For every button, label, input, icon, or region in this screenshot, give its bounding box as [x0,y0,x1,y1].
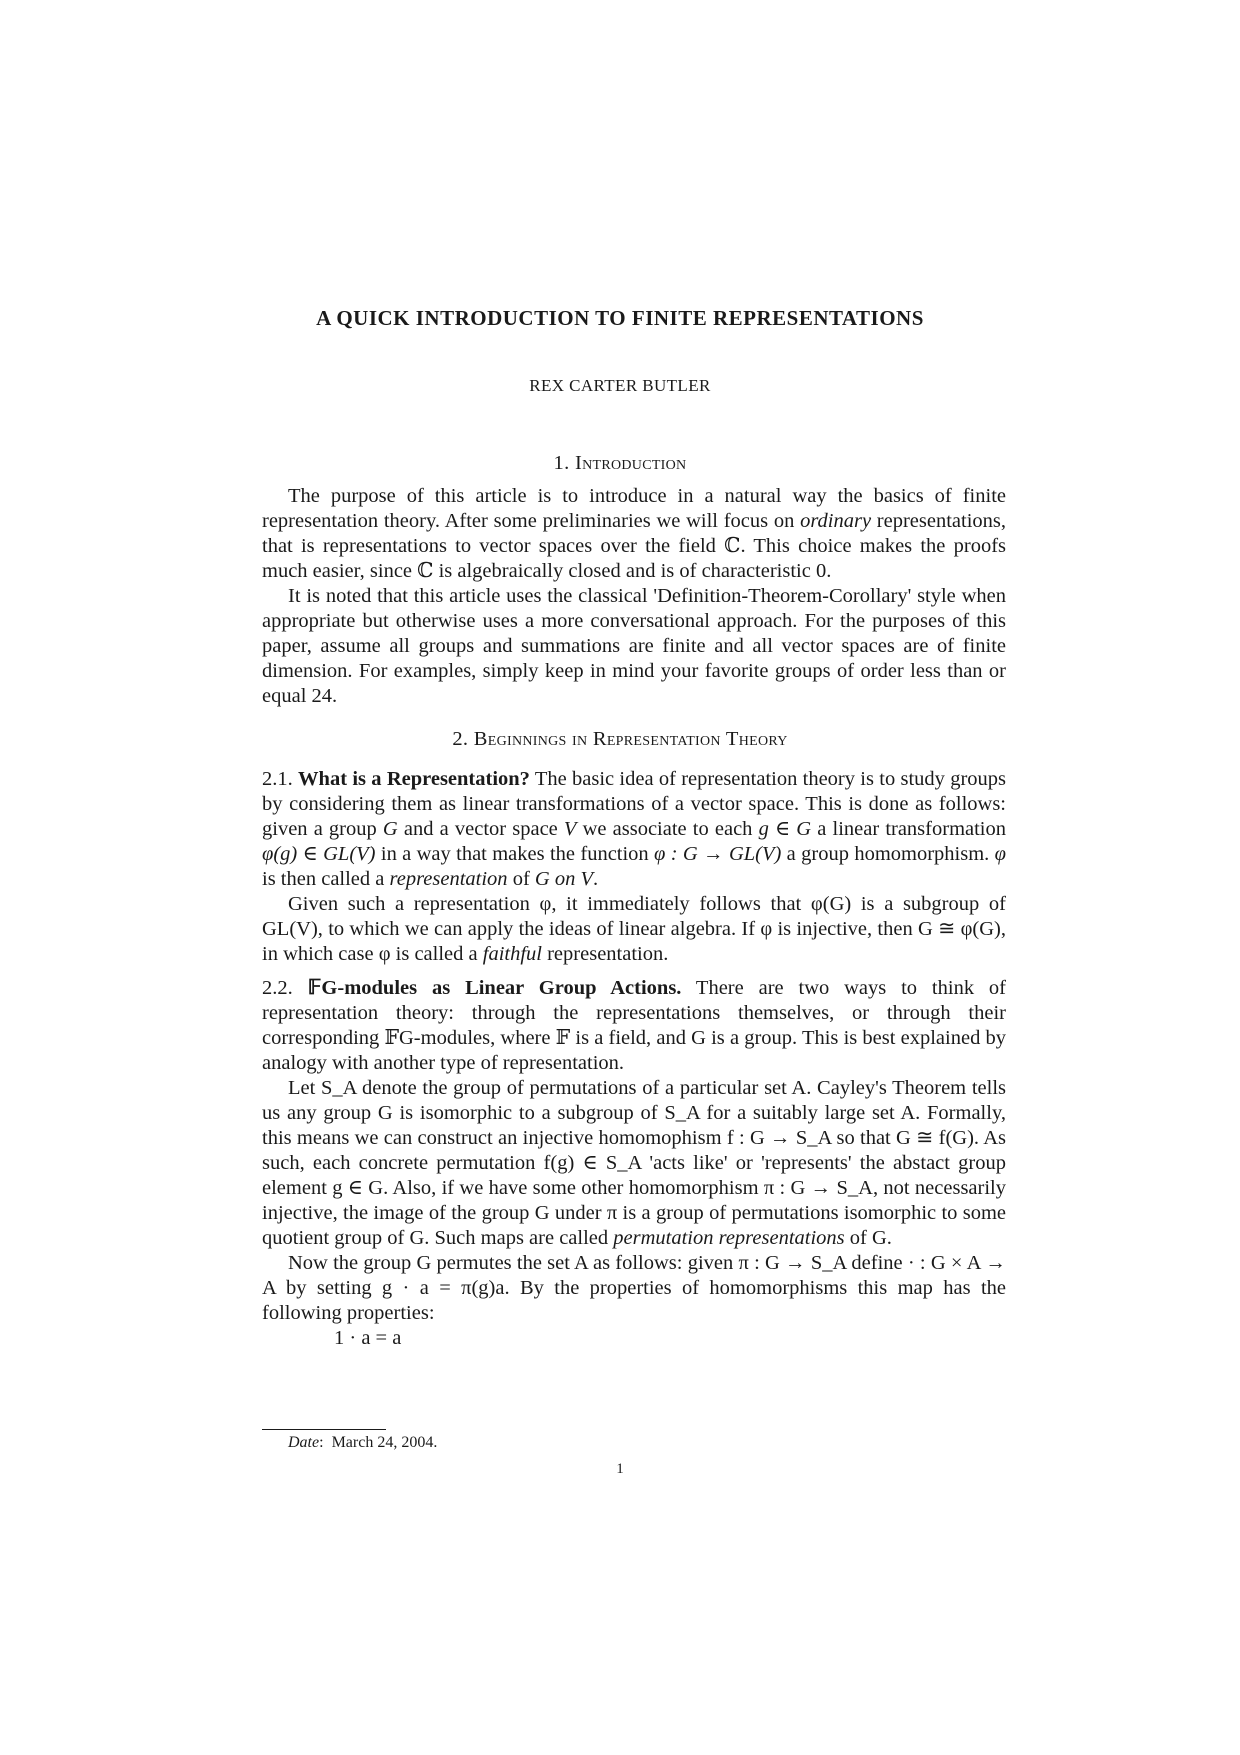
subsection-2-1-paragraph: 2.1. What is a Representation? The basic idea of representation theory is to study groups by considering them as linear transformations of a vector space. This is done as follows: given a group G and a vector space V we associate to each g ∈ G a linear transformation φ(g) ∈ GL(V) in a way that makes the function φ : G → GL(V) a group homomorphism. φ is then called a representation of G on V. [262,768,1007,890]
footnote [288,1430,437,1455]
section-heading-introduction [0,451,1240,476]
paragraph: Given such a representation φ, it immediately follows that φ(G) is a subgroup of GL(V), to which we can apply the ideas of linear algebra. If φ is injective, then G ≅ φ(G), in which case φ is called a faithful representation. [262,893,1006,965]
section-introduction-body [262,484,1006,709]
author-name: REX CARTER BUTLER [529,376,711,395]
emphasis: representation [389,868,508,890]
section-heading-beginnings [0,727,1240,752]
paragraph: The purpose of this article is to introduce in a natural way the basics of finite representation theory. After some preliminaries we will focus on ordinary representations, that is representations to vector spaces over the field ℂ. This choice makes the proofs much easier, since ℂ is algebraically closed and is of characteristic 0. [262,485,1007,582]
section-number: 1. [553,452,570,474]
section-title: Beginnings in Representation Theory [473,728,788,750]
subsection-number: 2.1. [262,768,293,790]
page-number: 1 [616,1461,624,1477]
footnote-text: March 24, 2004. [331,1434,438,1451]
section-number: 2. [452,728,469,750]
section-title: Introduction [574,452,687,474]
paragraph: It is noted that this article uses the classical 'Definition-Theorem-Corollary' style when appropriate but otherwise uses a more conversational approach. For the purposes of this paper, assume all groups and summations are finite and all vector spaces are of finite dimension. For examples, simply keep in mind your favorite groups of order less than or equal 24. [262,585,1006,707]
subsection-heading: What is a Representation? [298,768,530,790]
subsection-2-2-paragraph: 2.2. 𝔽G-modules as Linear Group Actions. There are two ways to think of representation theory: through the representations themselves, or through their corresponding 𝔽G-modules, where 𝔽 is a field, and G is a group. This is best explained by analogy with another type of representation. [262,977,1007,1074]
section-beginnings-body [262,767,1006,1351]
subsection-number: 2.2. [262,977,293,999]
footnote-label: Date [288,1434,320,1451]
paragraph: Let S_A denote the group of permutations of a particular set A. Cayley's Theorem tells us any group G is isomorphic to a subgroup of S_A for a suitably large set A. Formally, this means we can construct an injective homomophism f : G → S_A so that G ≅ f(G). As such, each concrete permutation f(g) ∈ S_A 'acts like' or 'represents' the abstact group element g ∈ G. Also, if we have some other homomorphism π : G → S_A, not necessarily injective, the image of the group G under π is a group of permutations isomorphic to some quotient group of G. Such maps are called permutation representations of G. [262,1077,1006,1249]
footnote-colon: : [319,1434,332,1451]
emphasis: permutation representations [613,1227,845,1249]
paragraph: Now the group G permutes the set A as follows: given π : G → S_A define · : G × A → A by setting g · a = π(g)a. By the properties of homomorphisms this map has the following properties: [262,1252,1006,1324]
subsection-heading: 𝔽G-modules as Linear Group Actions. [307,977,682,999]
emphasis: faithful [482,943,542,965]
paper-title: A QUICK INTRODUCTION TO FINITE REPRESENTATIONS [316,306,924,330]
emphasis: ordinary [800,510,872,532]
display-equation: 1 · a = a [334,1327,402,1349]
